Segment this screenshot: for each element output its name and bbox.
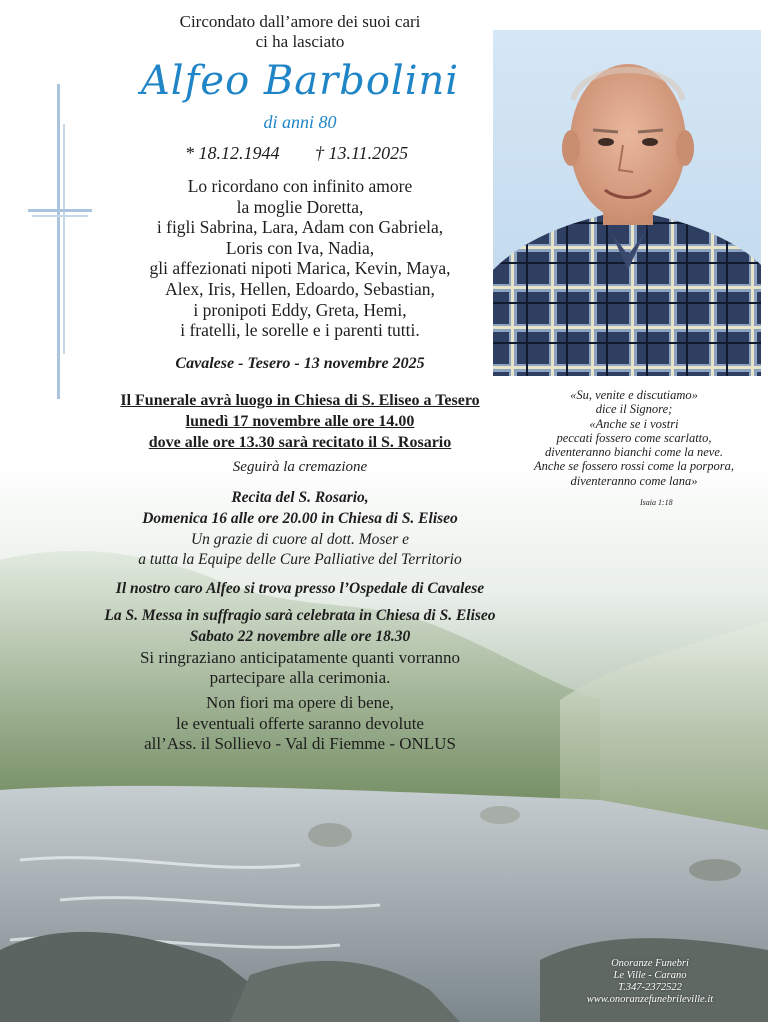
funeral-line — [40, 390, 560, 411]
deceased-name: Alfeo Barbolini — [140, 58, 460, 104]
intro-line: ci ha lasciato — [255, 32, 345, 51]
deceased-age: di anni 80 — [263, 112, 337, 132]
flowers-line: le eventuali offerte saranno devolute — [176, 713, 424, 733]
intro-line: Circondato dall’amore dei suoi cari — [179, 12, 421, 31]
quote-line: peccati fossero come scarlatto, — [556, 430, 712, 445]
flowers-line: all’Ass. il Sollievo - Val di Fiemme - ONLUS — [144, 734, 456, 753]
gratitude-line: partecipare alla cerimonia. — [209, 668, 391, 687]
family-list — [60, 176, 540, 341]
gratitude-note — [40, 648, 560, 688]
agency-line: Onoranze Funebri — [611, 958, 689, 969]
death-date: † 13.11.2025 — [315, 143, 409, 163]
funeral-info — [40, 390, 560, 453]
cremation-note: Seguirà la cremazione — [232, 459, 368, 475]
family-line: i fratelli, le sorelle e i parenti tutti. — [180, 320, 420, 341]
thanks-line: a tutta la Equipe delle Cure Palliative del Territorio — [138, 551, 462, 568]
thanks-doctor — [40, 530, 560, 570]
funeral-line — [40, 411, 560, 432]
agency-line: Le Ville - Carano — [613, 970, 687, 981]
mass-info — [40, 605, 560, 647]
rosary-line: Recita del S. Rosario, — [231, 489, 369, 506]
hospital-note: Il nostro caro Alfeo si trova presso l’Ospedale di Cavalese — [115, 580, 485, 597]
family-line: i pronipoti Eddy, Greta, Hemi, — [193, 299, 407, 320]
funeral-line — [40, 432, 560, 453]
funeral-line-text: dove alle ore 13.30 sarà recitato il S. Rosario — [148, 434, 452, 451]
portrait-photo — [493, 30, 761, 376]
mass-line: Sabato 22 novembre alle ore 18.30 — [189, 628, 411, 645]
funeral-line-text: Il Funerale avrà luogo in Chiesa di S. Eliseo a Tesero — [120, 392, 480, 409]
flowers-note — [40, 693, 560, 755]
intro-text — [100, 12, 500, 52]
flowers-line: Non fiori ma opere di bene, — [206, 693, 394, 712]
quote-line: «Anche se i vostri — [589, 416, 679, 431]
birth-date: * 18.12.1944 — [185, 143, 280, 163]
family-line: i figli Sabrina, Lara, Adam con Gabriela, — [156, 217, 444, 238]
rosary-line: Domenica 16 alle ore 20.00 in Chiesa di S. Eliseo — [142, 510, 458, 527]
bible-quote — [500, 388, 768, 488]
quote-line: «Su, venite e discutiamo» — [570, 388, 698, 402]
quote-reference: Isaia 1:18 — [640, 498, 673, 507]
funeral-agency — [540, 958, 760, 1006]
gratitude-line: Si ringraziano anticipatamente quanti vorranno — [139, 648, 461, 667]
quote-line: dice il Signore; — [595, 402, 673, 417]
family-line: Loris con Iva, Nadia, — [225, 237, 375, 258]
agency-line: T.347-2372522 — [618, 982, 682, 993]
quote-line: Anche se fossero rossi come la porpora, — [533, 459, 735, 474]
mass-line: La S. Messa in suffragio sarà celebrata in Chiesa di S. Eliseo — [104, 607, 496, 624]
thanks-line: Un grazie di cuore al dott. Moser e — [190, 531, 410, 548]
rosary-info — [40, 487, 560, 529]
family-line: Lo ricordano con infinito amore — [187, 176, 413, 196]
family-line: Alex, Iris, Hellen, Edoardo, Sebastian, — [165, 278, 435, 299]
quote-line: diventeranno bianchi come la neve. — [544, 445, 724, 460]
funeral-line-text: lunedì 17 novembre alle ore 14.00 — [185, 413, 415, 430]
family-line: gli affezionati nipoti Marica, Kevin, Maya, — [149, 258, 451, 279]
family-line: la moglie Doretta, — [236, 196, 364, 217]
agency-website-link[interactable]: www.onoranzefunebrileville.it — [586, 994, 714, 1005]
quote-line: diventeranno come lana» — [570, 473, 698, 488]
place-date: Cavalese - Tesero - 13 novembre 2025 — [175, 355, 425, 372]
